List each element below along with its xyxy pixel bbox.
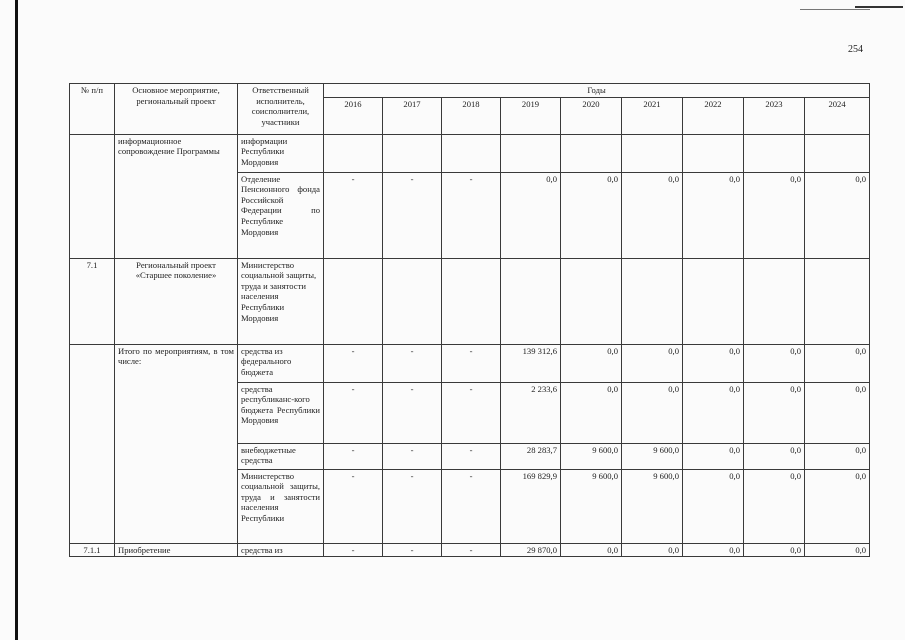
- scan-edge-mark: [800, 9, 870, 10]
- row-value: -: [442, 469, 501, 543]
- header-years-group: Годы: [324, 84, 870, 98]
- row-value: 169 829,9: [501, 469, 561, 543]
- row-value: -: [442, 443, 501, 469]
- row-value: 0,0: [744, 172, 805, 258]
- row-value: 0,0: [561, 172, 622, 258]
- row-value: -: [324, 172, 383, 258]
- row-value: 0,0: [805, 443, 870, 469]
- row-responsible: Министерство социальной защиты, труда и занятости населения Республики: [238, 469, 324, 543]
- row-value: -: [383, 469, 442, 543]
- row-value: [683, 134, 744, 172]
- row-responsible: Отделение Пенсионного фонда Российской Федерации по Республике Мордовия: [238, 172, 324, 258]
- row-value: 29 870,0: [501, 543, 561, 557]
- header-year: 2021: [622, 97, 683, 134]
- row-value: 0,0: [683, 543, 744, 557]
- header-year: 2024: [805, 97, 870, 134]
- row-value: [561, 134, 622, 172]
- row-value: 0,0: [683, 469, 744, 543]
- row-value: 0,0: [744, 443, 805, 469]
- row-responsible: средства республиканс-кого бюджета Республики Мордовия: [238, 382, 324, 443]
- row-value: 0,0: [561, 543, 622, 557]
- table-row: [70, 543, 870, 557]
- table-row: [70, 258, 870, 344]
- row-value: 0,0: [561, 344, 622, 382]
- row-value: 139 312,6: [501, 344, 561, 382]
- row-value: 2 233,6: [501, 382, 561, 443]
- row-value: -: [324, 469, 383, 543]
- row-value: [805, 134, 870, 172]
- header-activity: Основное мероприятие, региональный проект: [115, 84, 238, 135]
- row-value: 9 600,0: [561, 469, 622, 543]
- row-value: 0,0: [744, 382, 805, 443]
- table-row: [70, 344, 870, 382]
- row-value: [324, 258, 383, 344]
- row-value: 9 600,0: [622, 443, 683, 469]
- row-value: [442, 258, 501, 344]
- row-value: 28 283,7: [501, 443, 561, 469]
- row-value: -: [383, 382, 442, 443]
- row-num: 7.1: [70, 258, 115, 344]
- row-value: [501, 134, 561, 172]
- header-year: 2018: [442, 97, 501, 134]
- row-num: [70, 134, 115, 258]
- row-value: 0,0: [501, 172, 561, 258]
- page-number: 254: [848, 44, 863, 55]
- row-value: -: [324, 443, 383, 469]
- row-value: 0,0: [805, 382, 870, 443]
- row-value: [744, 134, 805, 172]
- row-value: 0,0: [561, 382, 622, 443]
- row-value: [442, 134, 501, 172]
- row-value: -: [324, 382, 383, 443]
- header-responsible: Ответственный исполнитель, соисполнители, участники: [238, 84, 324, 135]
- scan-edge-left: [15, 0, 18, 640]
- row-value: 0,0: [683, 382, 744, 443]
- row-value: 0,0: [744, 344, 805, 382]
- row-value: -: [324, 543, 383, 557]
- row-value: 9 600,0: [622, 469, 683, 543]
- row-value: 0,0: [744, 543, 805, 557]
- header-year: 2023: [744, 97, 805, 134]
- row-value: 0,0: [622, 543, 683, 557]
- header-year: 2016: [324, 97, 383, 134]
- row-num: 7.1.1: [70, 543, 115, 557]
- row-value: -: [383, 443, 442, 469]
- scan-edge-mark: [855, 6, 903, 8]
- header-year: 2020: [561, 97, 622, 134]
- row-value: 0,0: [805, 469, 870, 543]
- row-value: 0,0: [622, 344, 683, 382]
- row-value: 0,0: [805, 172, 870, 258]
- row-activity: Итого по мероприятиям, в том числе:: [115, 344, 238, 543]
- row-value: -: [442, 382, 501, 443]
- row-value: 0,0: [683, 443, 744, 469]
- row-value: -: [324, 344, 383, 382]
- row-responsible: информации Республики Мордовия: [238, 134, 324, 172]
- row-value: [683, 258, 744, 344]
- program-funding-table: [69, 83, 870, 557]
- row-value: [501, 258, 561, 344]
- row-value: [324, 134, 383, 172]
- row-value: -: [442, 172, 501, 258]
- row-responsible: Министерство социальной защиты, труда и занятости населения Республики Мордовия: [238, 258, 324, 344]
- row-value: [622, 258, 683, 344]
- row-value: -: [383, 543, 442, 557]
- row-responsible: средства из федерального бюджета: [238, 344, 324, 382]
- row-value: [622, 134, 683, 172]
- row-value: 0,0: [683, 344, 744, 382]
- header-year: 2022: [683, 97, 744, 134]
- header-year: 2019: [501, 97, 561, 134]
- row-activity: Приобретение: [115, 543, 238, 557]
- row-value: [383, 134, 442, 172]
- header-year: 2017: [383, 97, 442, 134]
- row-value: 0,0: [683, 172, 744, 258]
- header-row: [70, 84, 870, 98]
- row-value: 0,0: [805, 344, 870, 382]
- row-value: [805, 258, 870, 344]
- row-value: -: [442, 543, 501, 557]
- row-num: [70, 344, 115, 543]
- table-row: [70, 134, 870, 172]
- row-responsible: средства из: [238, 543, 324, 557]
- row-value: [744, 258, 805, 344]
- row-value: -: [383, 344, 442, 382]
- row-value: -: [442, 344, 501, 382]
- row-value: 0,0: [622, 172, 683, 258]
- row-activity: Региональный проект «Старшее поколение»: [115, 258, 238, 344]
- row-value: 0,0: [622, 382, 683, 443]
- row-value: -: [383, 172, 442, 258]
- row-value: 0,0: [805, 543, 870, 557]
- header-num: № п/п: [70, 84, 115, 135]
- row-responsible: внебюджетные средства: [238, 443, 324, 469]
- row-activity: информационное сопровождение Программы: [115, 134, 238, 258]
- row-value: [383, 258, 442, 344]
- row-value: 0,0: [744, 469, 805, 543]
- row-value: 9 600,0: [561, 443, 622, 469]
- row-value: [561, 258, 622, 344]
